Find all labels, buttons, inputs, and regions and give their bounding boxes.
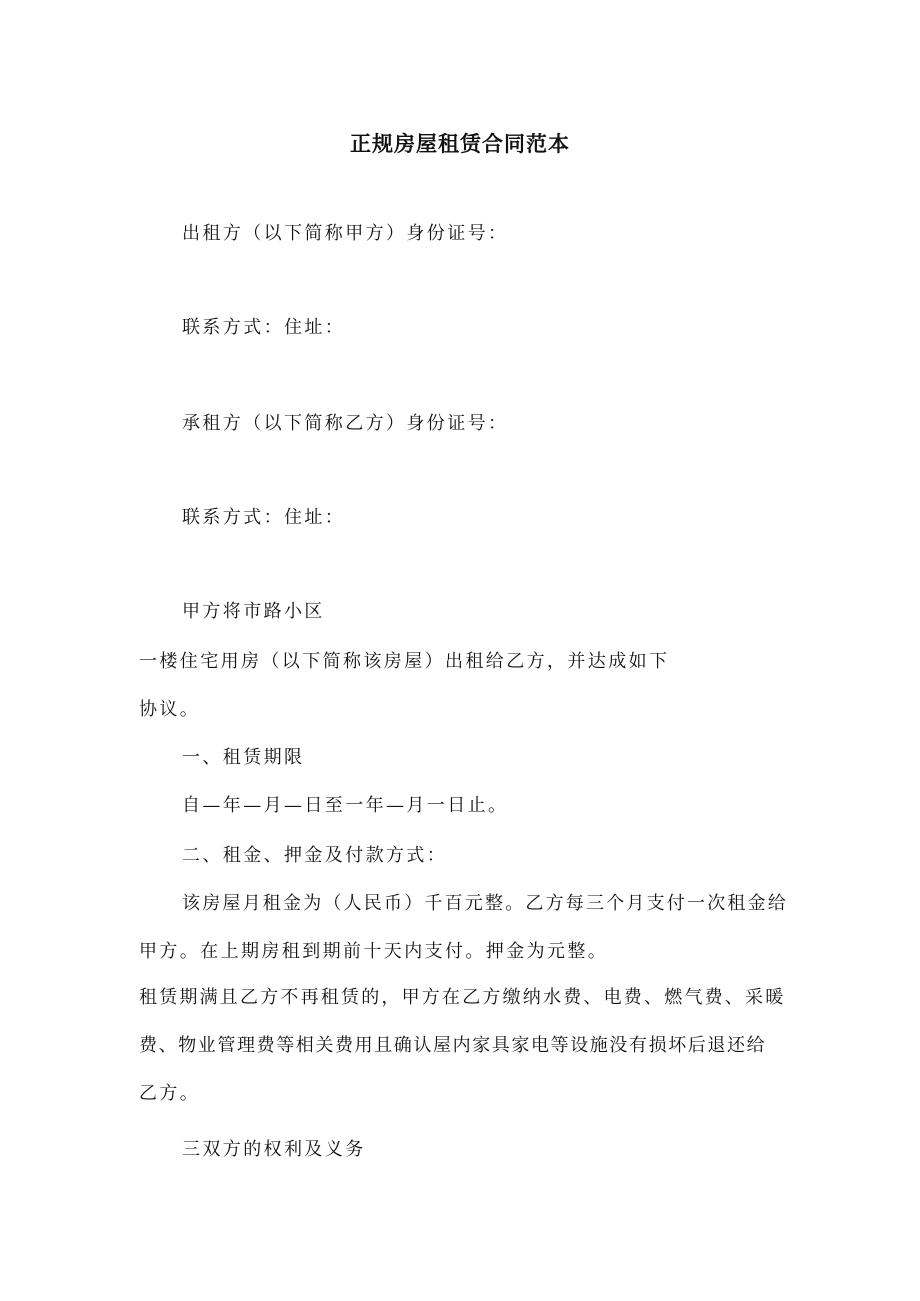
premise-line-1: 甲方将市路小区 [182, 601, 325, 622]
party-a-contact-line: 联系方式：住址： [182, 317, 346, 338]
section-3-heading: 三双方的权利及义务 [182, 1139, 366, 1160]
section-1-heading: 一、租赁期限 [182, 747, 305, 768]
party-b-id-line: 承租方（以下简称乙方）身份证号： [182, 413, 509, 434]
section-2-body-line-3: 租赁期满且乙方不再租赁的，甲方在乙方缴纳水费、电费、燃气费、采暖 [139, 987, 786, 1008]
party-b-contact-line: 联系方式：住址： [182, 507, 346, 528]
section-2-body-line-5: 乙方。 [139, 1083, 201, 1104]
premise-line-2: 一楼住宅用房（以下简称该房屋）出租给乙方，并达成如下 [139, 651, 670, 672]
party-a-id-line: 出租方（以下简称甲方）身份证号： [182, 223, 509, 244]
section-2-heading: 二、租金、押金及付款方式： [182, 845, 448, 866]
section-2-body-line-2: 甲方。在上期房租到期前十天内支付。押金为元整。 [139, 941, 609, 962]
section-2-body-line-4: 费、物业管理费等相关费用且确认屋内家具家电等设施没有损坏后退还给 [139, 1035, 767, 1056]
section-2-body-line-1: 该房屋月租金为（人民币）千百元整。乙方每三个月支付一次租金给 [182, 893, 788, 914]
section-1-body: 自—年—月—日至一年—月一日止。 [182, 795, 509, 816]
premise-line-3: 协议。 [139, 699, 201, 720]
document-title: 正规房屋租赁合同范本 [350, 132, 570, 156]
